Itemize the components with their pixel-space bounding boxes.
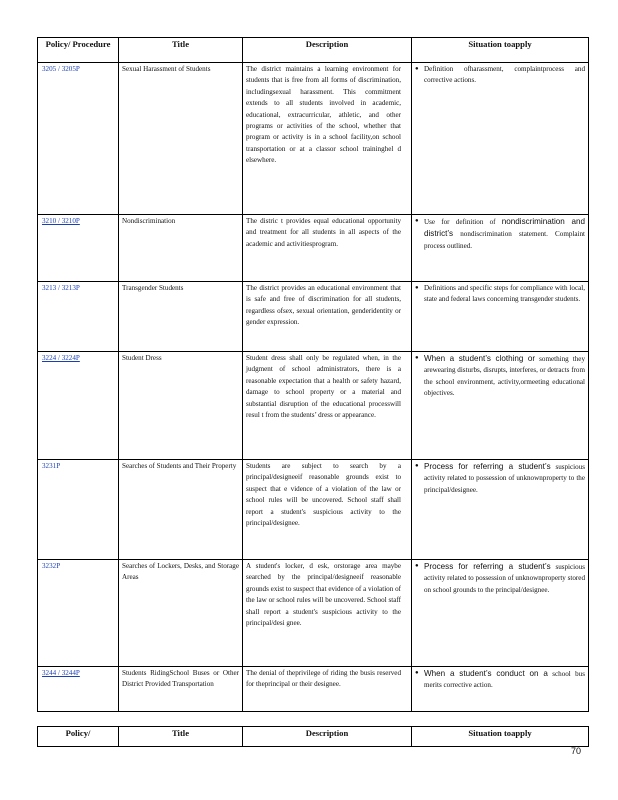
header-title: Title — [119, 38, 243, 63]
description-cell: The district provides an educational environment that is safe and free of discrimination for all students, regardless ofsex, sexual orientation, genderidentity or gender expression. — [243, 282, 412, 352]
policy-cell[interactable] — [38, 63, 119, 215]
table-header-row — [38, 727, 589, 747]
policy-link[interactable]: 3244 / 3244P — [42, 669, 80, 677]
situation-item: ● Use for definition of nondiscrimination and district’s nondiscrimination statement. Complaint process outlined. — [424, 216, 585, 252]
policy-table — [37, 37, 589, 712]
policy-link[interactable]: 3224 / 3224P — [42, 354, 80, 362]
header-policy: Policy/ — [38, 727, 119, 747]
situation-item: ● Definitions and specific steps for compliance with local, state and federal laws concerning transgender students. — [424, 283, 585, 306]
header-policy: Policy/ Procedure — [38, 38, 119, 63]
policy-link[interactable]: 3231P — [42, 462, 61, 470]
table-row — [38, 282, 589, 352]
policy-link[interactable]: 3205 / 3205P — [42, 65, 80, 73]
situation-cell — [412, 460, 589, 560]
repeated-header-table — [37, 726, 589, 747]
situation-item: ● When a student’s clothing or something they arewearing disturbs, disrupts, interferes, or detracts from the school environment, activity,ormeeting educational objectives. — [424, 353, 585, 400]
table-header-row — [38, 38, 589, 63]
policy-cell[interactable] — [38, 215, 119, 282]
situation-item: ● When a student’s conduct on a school bus merits corrective action. — [424, 668, 585, 692]
situation-cell — [412, 282, 589, 352]
table-row — [38, 667, 589, 712]
policy-link[interactable]: 3213 / 3213P — [42, 284, 80, 292]
situation-item: ● Definition ofharassment, complaintprocess and corrective actions. — [424, 64, 585, 87]
page-number: 70 — [571, 746, 582, 756]
situation-cell — [412, 215, 589, 282]
header-description: Description — [243, 727, 412, 747]
title-cell: Sexual Harassment of Students — [119, 63, 243, 215]
policy-cell[interactable] — [38, 352, 119, 460]
policy-cell[interactable] — [38, 667, 119, 712]
table-row — [38, 560, 589, 667]
description-cell: Students are subject to search by a principal/designeeif reasonable grounds exist to suspect that e vidence of a violation of the law or school rules will be uncovered. School staff shall report a student's suspicious activity to the principal/designee. — [243, 460, 412, 560]
policy-link[interactable]: 3210 / 3210P — [42, 217, 80, 225]
header-description: Description — [243, 38, 412, 63]
policy-cell[interactable] — [38, 560, 119, 667]
description-cell: A student's locker, d esk, orstorage area maybe searched by the principal/designeeif reasonable grounds exist to suspect that evidence of a violation of the law or school rules will be uncovered. School staff shall report a student's suspicious activity to the principal/desi gnee. — [243, 560, 412, 667]
table-row — [38, 352, 589, 460]
title-cell: Students RidingSchool Buses or Other District Provided Transportation — [119, 667, 243, 712]
situation-cell — [412, 63, 589, 215]
situation-cell — [412, 560, 589, 667]
table-row — [38, 215, 589, 282]
situation-item: ● Process for referring a student’s suspicious activity related to possession of unknownproperty stored on school grounds to the principal/designee. — [424, 561, 585, 596]
title-cell: Nondiscrimination — [119, 215, 243, 282]
description-cell: The district maintains a learning environment for students that is free from all forms of discrimination, includingsexual harassment. This commitment extends to all students involved in academic, educational, extracurricular, athletic, and other programs or activities of the school, whether that program or activity is in a school facility,on school transportation or at a classor school traininghel d elsewhere. — [243, 63, 412, 215]
title-cell: Searches of Students and Their Property — [119, 460, 243, 560]
header-title: Title — [119, 727, 243, 747]
policy-cell[interactable] — [38, 460, 119, 560]
situation-cell — [412, 352, 589, 460]
description-cell: Student dress shall only be regulated when, in the judgment of school administrators, there is a reasonable expectation that a health or safety hazard, damage to school property or a material and substantial disruption of the educational processwill resul t from the students’ dress or appearance. — [243, 352, 412, 460]
description-cell: The distric t provides equal educational opportunity and treatment for all students in all aspects of the academic and activitiesprogram. — [243, 215, 412, 282]
situation-item: ● Process for referring a student’s suspicious activity related to possession of unknownproperty to the principal/designee. — [424, 461, 585, 496]
table-row — [38, 63, 589, 215]
policy-link[interactable]: 3232P — [42, 562, 61, 570]
title-cell: Transgender Students — [119, 282, 243, 352]
header-situation: Situation toapply — [412, 38, 589, 63]
situation-cell — [412, 667, 589, 712]
table-row — [38, 460, 589, 560]
title-cell: Searches of Lockers, Desks, and Storage Areas — [119, 560, 243, 667]
header-situation: Situation toapply — [412, 727, 589, 747]
policy-cell[interactable] — [38, 282, 119, 352]
title-cell: Student Dress — [119, 352, 243, 460]
description-cell: The denial of theprivilege of riding the busis reserved for theprincipal or their designee. — [243, 667, 412, 712]
